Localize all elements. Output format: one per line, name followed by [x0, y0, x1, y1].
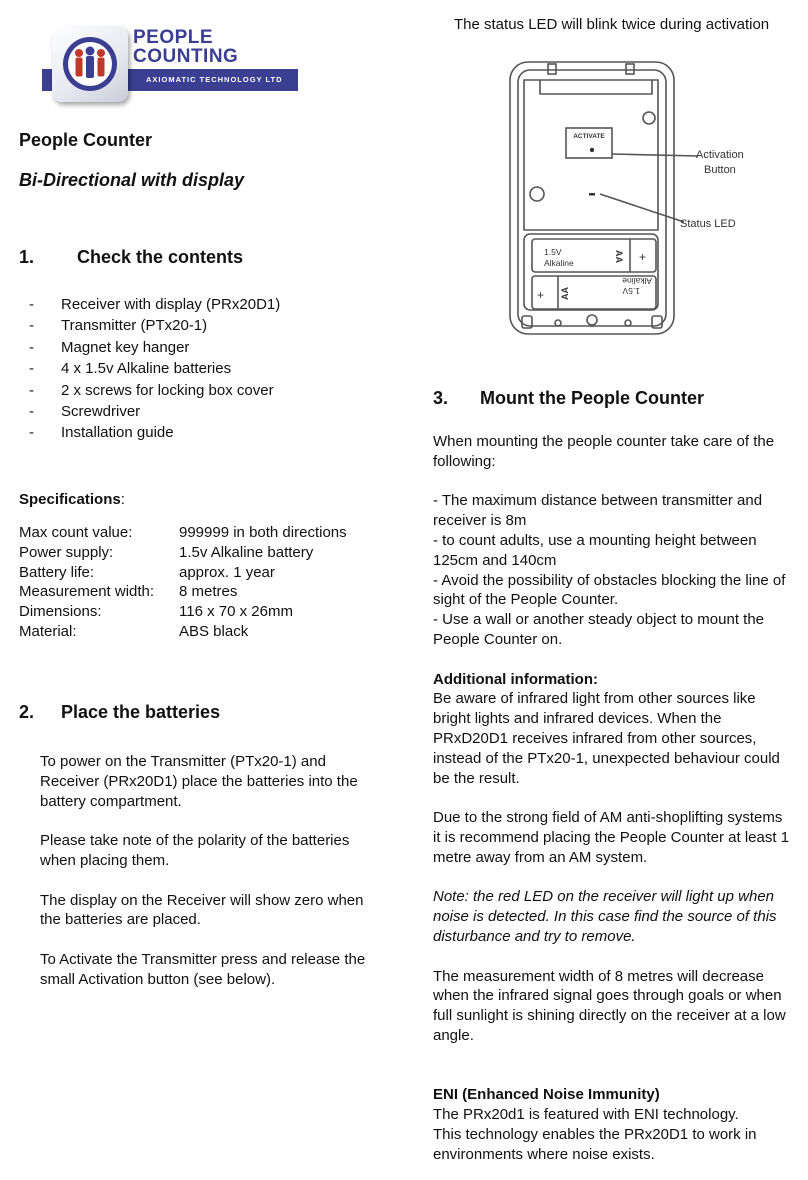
paragraph-line: PRxD20D1 receives infrared from other sources, — [433, 729, 757, 747]
additional-info-heading: Additional information: — [433, 670, 598, 688]
paragraph-line: full sunlight is shining directly on the receiver at a low — [433, 1007, 786, 1025]
paragraph-line: the batteries are placed. — [40, 911, 201, 929]
spec-row: Max count value: 999999 in both directions — [19, 524, 347, 541]
list-item: - Installation guide — [29, 424, 174, 442]
list-item: - Magnet key hanger — [29, 338, 190, 356]
paragraph-line: small Activation button (see below). — [40, 970, 276, 988]
specifications-heading: Specifications: — [19, 491, 125, 508]
paragraph-line: it is recommend placing the People Counter at least 1 — [433, 828, 790, 846]
spec-row: Measurement width: 8 metres — [19, 583, 238, 601]
paragraph-line: angle. — [433, 1026, 474, 1044]
section-number: 3. — [433, 388, 449, 408]
eni-heading: ENI (Enhanced Noise Immunity) — [433, 1086, 660, 1104]
callout-button-line2: Button — [704, 164, 736, 176]
battery-top-voltage: 1.5V — [544, 247, 562, 257]
battery-top-plus: + — [639, 250, 647, 264]
paragraph-line: The PRx20d1 is featured with ENI technology. — [433, 1106, 739, 1124]
paragraph-line: This technology enables the PRx20D1 to work in — [433, 1125, 757, 1143]
activate-label: ACTIVATE — [573, 133, 605, 140]
page-subtitle: Bi-Directional with display — [19, 170, 245, 190]
battery-bottom-plus: + — [537, 288, 545, 302]
list-item: - Receiver with display (PRx20D1) — [29, 296, 281, 313]
section-number: 1. — [19, 247, 35, 267]
paragraph-line: To power on the Transmitter (PTx20-1) and — [40, 753, 326, 770]
mount-instructions — [433, 432, 803, 1164]
callout-button-line1: Activation — [696, 149, 744, 161]
paragraph-line: Be aware of infrared light from other sources like — [433, 690, 756, 708]
paragraph-line: following: — [433, 452, 496, 470]
batteries-instructions — [40, 752, 400, 990]
paragraph-line: The measurement width of 8 metres will decrease — [433, 967, 764, 985]
paragraph-line: - Use a wall or another steady object to mount the — [433, 611, 765, 629]
transmitter-diagram — [440, 58, 770, 338]
contents-list — [29, 295, 389, 445]
paragraph-line: People Counter on. — [433, 630, 563, 648]
paragraph-line: - The maximum distance between transmitter and — [433, 492, 763, 510]
list-item: - 2 x screws for locking box cover — [29, 381, 274, 399]
paragraph-line: sight of the People Counter. — [433, 591, 619, 609]
paragraph-line: The display on the Receiver will show zero when — [40, 891, 364, 909]
section-title: Place the batteries — [61, 702, 221, 722]
spec-row: Battery life: approx. 1 year — [19, 563, 275, 581]
paragraph-line: When mounting the people counter take care of the — [433, 433, 775, 450]
section-title: Check the contents — [77, 247, 244, 267]
note-line: disturbance and try to remove. — [433, 927, 636, 945]
logo-tagline: AXIOMATIC TECHNOLOGY LTD — [146, 75, 283, 84]
paragraph-line: - to count adults, use a mounting height between — [433, 531, 757, 549]
paragraph-line: battery compartment. — [40, 792, 182, 810]
spec-row: Material: ABS black — [19, 622, 249, 640]
paragraph-line: Receiver (PRx20D1) place the batteries into the — [40, 772, 358, 790]
battery-bottom-voltage: 1.5V — [622, 286, 640, 296]
note-line: Note: the red LED on the receiver will light up when — [433, 888, 775, 906]
paragraph-line: environments where noise exists. — [433, 1145, 655, 1163]
battery-bottom-type: Alkaline — [622, 276, 652, 286]
paragraph-line: instead of the PTx20-1, unexpected behaviour could — [433, 749, 780, 767]
battery-bottom-size: AA — [560, 287, 570, 300]
logo-word-people: PEOPLE — [133, 27, 214, 48]
page-title: People Counter — [19, 130, 153, 150]
callout-status-led: Status LED — [680, 218, 736, 230]
paragraph-line: metre away from an AM system. — [433, 848, 648, 866]
paragraph-line: receiver is 8m — [433, 512, 527, 530]
section-title: Mount the People Counter — [480, 388, 704, 408]
paragraph-line: when placing them. — [40, 851, 170, 869]
paragraph-line: when the infrared signal goes through goals or when — [433, 987, 782, 1005]
diagram-caption: The status LED will blink twice during activation — [454, 16, 770, 33]
battery-top-type: Alkaline — [544, 258, 574, 268]
note-line: noise is detected. In this case find the source of this — [433, 908, 777, 926]
list-item: - Transmitter (PTx20-1) — [29, 317, 208, 335]
status-led-mark — [589, 193, 595, 196]
logo-people-icon — [52, 26, 128, 102]
paragraph-line: bright lights and infrared devices. When the — [433, 710, 722, 728]
section-number: 2. — [19, 702, 35, 722]
list-item: - 4 x 1.5v Alkaline batteries — [29, 360, 232, 378]
spec-row: Dimensions: 116 x 70 x 26mm — [19, 603, 293, 621]
battery-top-size: AA — [614, 250, 624, 263]
list-item: - Screwdriver — [29, 402, 141, 420]
paragraph-line: Please take note of the polarity of the batteries — [40, 832, 350, 850]
paragraph-line: 125cm and 140cm — [433, 551, 557, 569]
logo-word-counting: COUNTING — [133, 46, 239, 67]
paragraph-line: be the result. — [433, 769, 520, 787]
specifications-table — [19, 523, 399, 642]
paragraph-line: To Activate the Transmitter press and release the — [40, 950, 366, 968]
paragraph-line: - Avoid the possibility of obstacles blocking the line of — [433, 571, 786, 589]
company-logo — [36, 22, 300, 108]
spec-row: Power supply: 1.5v Alkaline battery — [19, 543, 314, 561]
paragraph-line: Due to the strong field of AM anti-shoplifting systems — [433, 809, 783, 827]
activation-button-dot — [590, 148, 594, 152]
